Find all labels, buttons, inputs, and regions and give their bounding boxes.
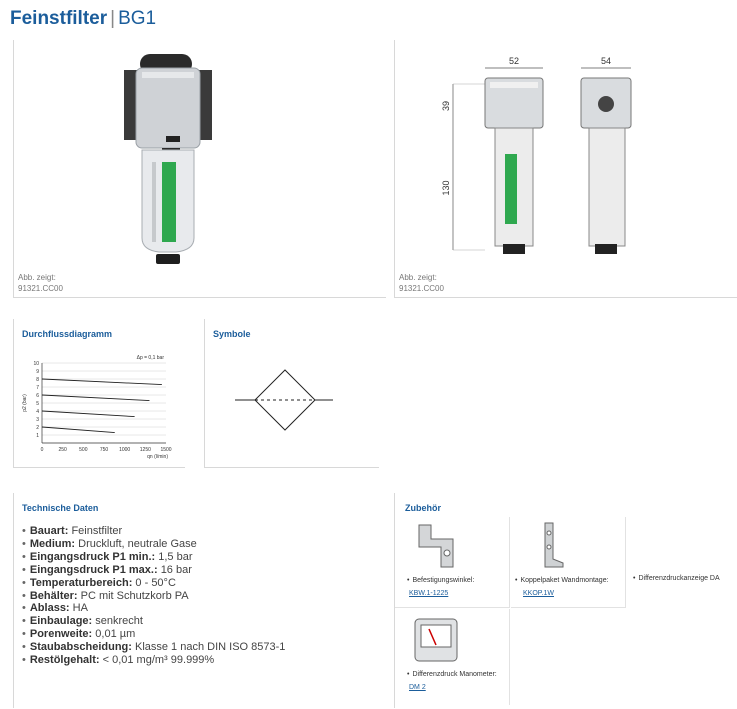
- series-line: [42, 427, 115, 433]
- x-tick-label: 750: [99, 447, 109, 453]
- x-tick-label: 0: [40, 447, 44, 453]
- accessory-link[interactable]: KKOP.1W: [523, 590, 554, 597]
- tech-row-0: • Bauart: Feinstfilter: [22, 525, 285, 538]
- y-tick-label: 10: [33, 361, 39, 367]
- x-tick-label: 500: [79, 447, 88, 453]
- tech-row-2: • Eingangsdruck P1 min.: 1,5 bar: [22, 551, 285, 564]
- flow-diagram-title: Durchflussdiagramm: [22, 329, 113, 339]
- symbol-panel: [204, 319, 379, 468]
- product-photo: [114, 50, 224, 270]
- photo-caption-code: 91321.CC00: [18, 284, 63, 293]
- y-tick-label: 9: [36, 369, 39, 375]
- product-size: BG1: [118, 8, 157, 29]
- y-tick-label: 2: [36, 425, 39, 431]
- accessory-label: • Koppelpaket Wandmontage:: [515, 577, 609, 584]
- accessories-panel: [394, 493, 737, 708]
- tech-row-10: • Restölgehalt: < 0,01 mg/m³ 99.999%: [22, 654, 285, 667]
- accessory-label: • Befestigungswinkel:: [407, 577, 474, 584]
- tech-row-7: • Einbaulage: senkrecht: [22, 615, 285, 628]
- tech-data-list: [22, 525, 285, 667]
- tech-row-6: • Ablass: HA: [22, 602, 285, 615]
- dim-width-front: 52: [508, 56, 520, 66]
- accessory-item[interactable]: [511, 517, 626, 608]
- wall-mount-icon: [533, 519, 573, 569]
- gauge-icon: [411, 615, 461, 667]
- x-tick-label: 1000: [119, 447, 131, 453]
- tech-row-3: • Eingangsdruck P1 max.: 16 bar: [22, 564, 285, 577]
- tech-row-8: • Porenweite: 0,01 µm: [22, 628, 285, 641]
- accessory-label: • Differenzdruckanzeige DA: [633, 575, 720, 582]
- flow-chart: [14, 349, 184, 464]
- y-tick-label: 7: [36, 385, 39, 391]
- accessory-label: • Differenzdruck Manometer:: [407, 671, 497, 678]
- filter-symbol: [233, 369, 343, 449]
- x-tick-label: 1250: [139, 447, 151, 453]
- y-tick-label: 3: [36, 417, 39, 423]
- dim-height-top: 39: [441, 100, 451, 112]
- x-tick-label: 1500: [160, 447, 172, 453]
- accessory-item[interactable]: [627, 517, 735, 607]
- chart-annotation: Δp = 0,1 bar: [136, 355, 164, 361]
- drawing-caption-code: 91321.CC00: [399, 284, 444, 293]
- product-name: Feinstfilter: [10, 8, 108, 29]
- bracket-icon: [411, 521, 461, 569]
- product-photo-panel: [13, 40, 386, 298]
- drawing-caption-label: Abb. zeigt:: [399, 273, 437, 282]
- tech-data-title: Technische Daten: [22, 503, 99, 513]
- page-title: [10, 8, 156, 30]
- y-tick-label: 4: [36, 409, 39, 415]
- y-tick-label: 5: [36, 401, 39, 407]
- tech-row-4: • Temperaturbereich: 0 - 50°C: [22, 577, 285, 590]
- y-tick-label: 8: [36, 377, 39, 383]
- y-axis-label: p2 (bar): [22, 394, 28, 412]
- series-line: [42, 395, 149, 401]
- x-axis-label: qn (l/min): [147, 454, 168, 460]
- accessory-link[interactable]: KBW.1-1225: [409, 590, 449, 597]
- filter-element: [162, 162, 176, 242]
- accessory-item[interactable]: [395, 609, 510, 705]
- accessory-item[interactable]: [395, 517, 510, 608]
- dim-height-body: 130: [441, 180, 451, 196]
- dim-width-side: 54: [600, 56, 612, 66]
- flow-diagram-panel: [13, 319, 185, 468]
- accessories-title: Zubehör: [405, 503, 441, 513]
- title-separator: |: [110, 8, 116, 29]
- tech-row-9: • Staubabscheidung: Klasse 1 nach DIN ISO 8573-1: [22, 641, 285, 654]
- tech-data-panel: [13, 493, 386, 708]
- tech-row-5: • Behälter: PC mit Schutzkorb PA: [22, 590, 285, 603]
- tech-row-1: • Medium: Druckluft, neutrale Gase: [22, 538, 285, 551]
- symbol-title: Symbole: [213, 329, 251, 339]
- y-tick-label: 1: [36, 433, 39, 439]
- y-tick-label: 6: [36, 393, 39, 399]
- series-line: [42, 411, 135, 417]
- series-line: [42, 379, 162, 385]
- technical-drawing-panel: [394, 40, 737, 298]
- x-tick-label: 250: [58, 447, 67, 453]
- technical-drawing: [435, 54, 685, 269]
- accessory-link[interactable]: DM 2: [409, 684, 426, 691]
- photo-caption-label: Abb. zeigt:: [18, 273, 56, 282]
